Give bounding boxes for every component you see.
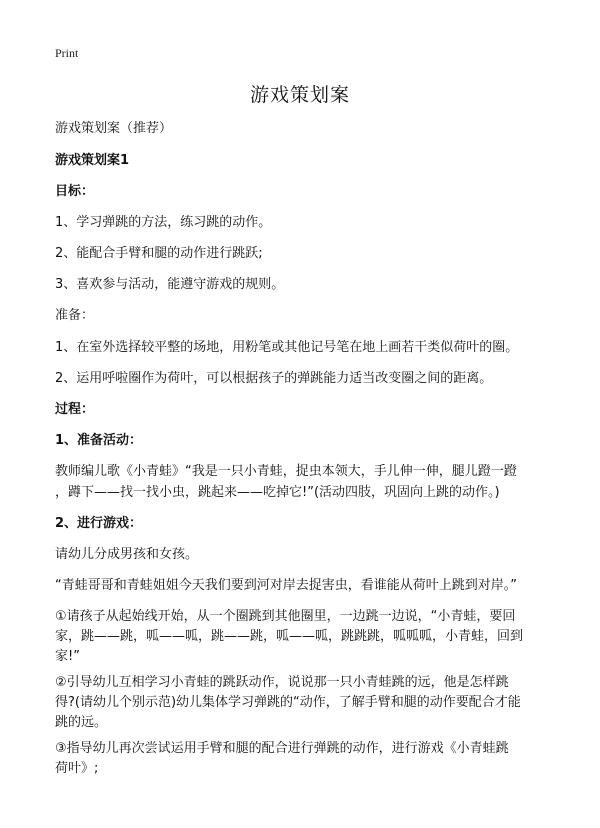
goal-item-2: 2、能配合手臂和腿的动作进行跳跃; xyxy=(55,246,263,261)
item2-line-3: 跳的远。 xyxy=(55,715,108,730)
step1-heading: 1、准备活动： xyxy=(55,433,143,448)
step2-intro: 请幼儿分成男孩和女孩。 xyxy=(55,547,199,562)
item1-line-2: 家，跳——跳，呱——呱，跳——跳，呱——呱，跳跳跳，呱呱呱，小青蛙，回到 xyxy=(55,629,524,644)
document-title: 游戏策划案 xyxy=(249,84,350,106)
item1-line-3: 家!” xyxy=(55,649,80,664)
step1-text-line-2: ，蹲下——找一找小虫，跳起来——吃掉它!”(活动四肢，巩固向上跳的动作。) xyxy=(55,485,500,500)
item2-line-2: 得?(请幼儿个别示范)幼儿集体学习弹跳的“动作，了解手臂和腿的动作要配合才能 xyxy=(55,695,521,710)
process-heading: 过程： xyxy=(55,402,95,417)
prep-item-1: 1、在室外选择较平整的场地，用粉笔或其他记号笔在地上画若干类似荷叶的圈。 xyxy=(55,340,519,355)
step1-text-line-1: 教师编儿歌《小青蛙》“我是一只小青蛙，捉虫本领大，手儿伸一伸，腿儿蹬一蹬 xyxy=(55,464,517,479)
prep-heading: 准备： xyxy=(55,308,95,323)
goal-item-1: 1、学习弹跳的方法，练习跳的动作。 xyxy=(55,215,272,230)
prep-item-2: 2、运用呼啦圈作为荷叶，可以根据孩子的弹跳能力适当改变圈之间的距离。 xyxy=(55,371,493,386)
item3-line-1: ③指导幼儿再次尝试运用手臂和腿的配合进行弹跳的动作，进行游戏《小青蛙跳 xyxy=(55,741,509,756)
print-label: Print xyxy=(55,46,79,60)
goal-item-3: 3、喜欢参与活动，能遵守游戏的规则。 xyxy=(55,277,285,292)
subtitle: 游戏策划案（推荐） xyxy=(55,121,173,136)
plan-heading: 游戏策划案1 xyxy=(55,153,130,168)
item3-line-2: 荷叶》; xyxy=(55,761,99,776)
goal-heading: 目标： xyxy=(55,184,95,199)
step2-quote: “青蛙哥哥和青蛙姐姐今天我们要到河对岸去捉害虫，看谁能从荷叶上跳到对岸。” xyxy=(55,578,517,593)
step2-heading: 2、进行游戏： xyxy=(55,516,143,531)
item2-line-1: ②引导幼儿互相学习小青蛙的跳跃动作，说说那一只小青蛙跳的远，他是怎样跳 xyxy=(55,675,509,690)
item1-line-1: ①请孩子从起始线开始，从一个圈跳到其他圈里，一边跳一边说，“小青蛙，要回 xyxy=(55,609,516,624)
